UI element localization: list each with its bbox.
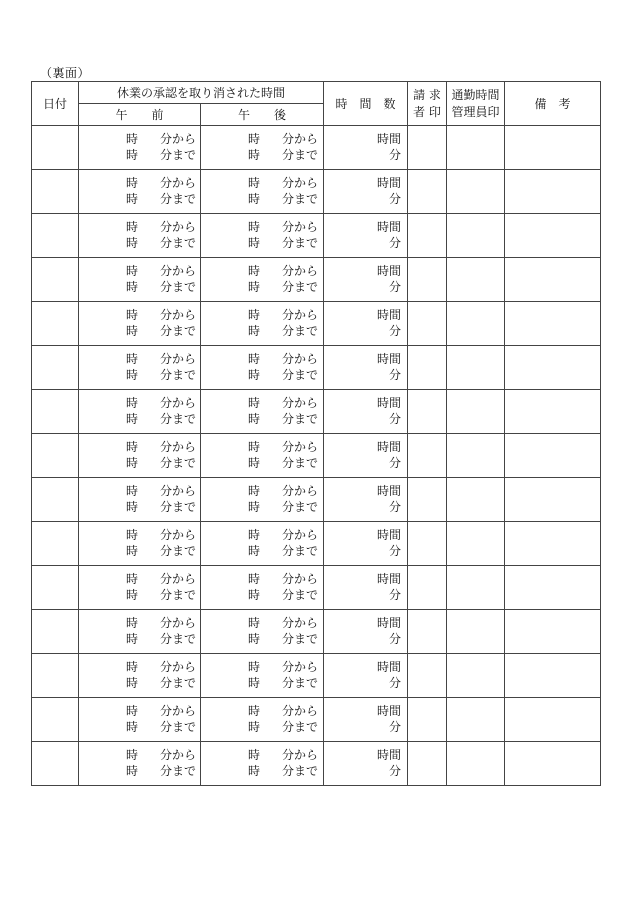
- am-to-minute-label: 分まで: [160, 544, 197, 558]
- minutes-unit-label: 分: [389, 588, 402, 602]
- pm-from-hour-label: 時: [248, 660, 261, 674]
- am-from-hour-label: 時: [126, 132, 139, 146]
- manager-seal-cell[interactable]: [447, 258, 505, 302]
- table-row: [32, 390, 601, 434]
- am-from-hour-label: 時: [126, 616, 139, 630]
- pm-from-hour-label: 時: [248, 352, 261, 366]
- hours-cell[interactable]: [324, 346, 408, 390]
- date-cell[interactable]: [32, 566, 79, 610]
- hours-cell[interactable]: [324, 214, 408, 258]
- pm-from-minute-label: 分から: [282, 484, 319, 498]
- minutes-unit-label: 分: [389, 456, 402, 470]
- am-from-minute-label: 分から: [160, 660, 197, 674]
- am-time-cell[interactable]: [79, 566, 201, 610]
- am-time-cell[interactable]: [79, 302, 201, 346]
- requester-seal-cell[interactable]: [408, 742, 447, 786]
- pm-to-minute-label: 分まで: [282, 412, 319, 426]
- pm-from-minute-label: 分から: [282, 132, 319, 146]
- hours-cell[interactable]: [324, 742, 408, 786]
- pm-from-hour-label: 時: [248, 308, 261, 322]
- pm-from-minute-label: 分から: [282, 660, 319, 674]
- am-to-hour-label: 時: [126, 764, 139, 778]
- am-to-minute-label: 分まで: [160, 588, 197, 602]
- am-to-hour-label: 時: [126, 412, 139, 426]
- am-time-cell[interactable]: [79, 346, 201, 390]
- pm-to-minute-label: 分まで: [282, 368, 319, 382]
- requester-seal-cell[interactable]: [408, 170, 447, 214]
- pm-to-hour-label: 時: [248, 412, 261, 426]
- am-to-minute-label: 分まで: [160, 500, 197, 514]
- pm-to-hour-label: 時: [248, 500, 261, 514]
- leave-cancellation-table: [31, 81, 601, 786]
- minutes-unit-label: 分: [389, 764, 402, 778]
- am-from-hour-label: 時: [126, 748, 139, 762]
- pm-to-hour-label: 時: [248, 544, 261, 558]
- pm-to-hour-label: 時: [248, 588, 261, 602]
- hours-unit-label: 時間: [377, 616, 402, 630]
- hours-cell[interactable]: [324, 610, 408, 654]
- manager-seal-cell[interactable]: [447, 302, 505, 346]
- hours-unit-label: 時間: [377, 484, 402, 498]
- am-from-minute-label: 分から: [160, 440, 197, 454]
- am-to-minute-label: 分まで: [160, 192, 197, 206]
- am-to-minute-label: 分まで: [160, 412, 197, 426]
- pm-time-cell[interactable]: [201, 522, 324, 566]
- am-to-minute-label: 分まで: [160, 236, 197, 250]
- remarks-cell[interactable]: [505, 610, 601, 654]
- pm-to-hour-label: 時: [248, 236, 261, 250]
- minutes-unit-label: 分: [389, 720, 402, 734]
- hours-unit-label: 時間: [377, 220, 402, 234]
- am-from-minute-label: 分から: [160, 352, 197, 366]
- requester-seal-cell[interactable]: [408, 434, 447, 478]
- am-from-minute-label: 分から: [160, 396, 197, 410]
- am-from-hour-label: 時: [126, 176, 139, 190]
- pm-from-minute-label: 分から: [282, 264, 319, 278]
- pm-to-minute-label: 分まで: [282, 588, 319, 602]
- pm-to-hour-label: 時: [248, 676, 261, 690]
- manager-seal-cell[interactable]: [447, 434, 505, 478]
- header-requester-seal-line1: 請 求: [413, 87, 441, 102]
- am-to-minute-label: 分まで: [160, 720, 197, 734]
- requester-seal-cell[interactable]: [408, 566, 447, 610]
- am-time-cell[interactable]: [79, 478, 201, 522]
- am-from-minute-label: 分から: [160, 308, 197, 322]
- am-time-cell[interactable]: [79, 610, 201, 654]
- am-to-minute-label: 分まで: [160, 632, 197, 646]
- am-from-minute-label: 分から: [160, 132, 197, 146]
- remarks-cell[interactable]: [505, 346, 601, 390]
- table-body: [32, 126, 601, 786]
- pm-from-minute-label: 分から: [282, 440, 319, 454]
- pm-from-minute-label: 分から: [282, 748, 319, 762]
- pm-to-minute-label: 分まで: [282, 236, 319, 250]
- header-leave-cancelled: 休業の承認を取り消された時間: [79, 82, 324, 104]
- remarks-cell[interactable]: [505, 522, 601, 566]
- table-row: [32, 610, 601, 654]
- pm-to-hour-label: 時: [248, 324, 261, 338]
- minutes-unit-label: 分: [389, 148, 402, 162]
- pm-from-minute-label: 分から: [282, 572, 319, 586]
- am-to-hour-label: 時: [126, 632, 139, 646]
- manager-seal-cell[interactable]: [447, 654, 505, 698]
- am-to-hour-label: 時: [126, 456, 139, 470]
- am-to-hour-label: 時: [126, 588, 139, 602]
- date-cell[interactable]: [32, 390, 79, 434]
- am-from-hour-label: 時: [126, 220, 139, 234]
- remarks-cell[interactable]: [505, 302, 601, 346]
- hours-unit-label: 時間: [377, 572, 402, 586]
- am-to-hour-label: 時: [126, 500, 139, 514]
- hours-unit-label: 時間: [377, 352, 402, 366]
- date-cell[interactable]: [32, 742, 79, 786]
- date-cell[interactable]: [32, 302, 79, 346]
- am-time-cell[interactable]: [79, 654, 201, 698]
- requester-seal-cell[interactable]: [408, 610, 447, 654]
- manager-seal-cell[interactable]: [447, 170, 505, 214]
- am-from-minute-label: 分から: [160, 748, 197, 762]
- minutes-unit-label: 分: [389, 412, 402, 426]
- table-row: [32, 346, 601, 390]
- hours-cell[interactable]: [324, 434, 408, 478]
- am-from-minute-label: 分から: [160, 484, 197, 498]
- date-cell[interactable]: [32, 522, 79, 566]
- hours-cell[interactable]: [324, 654, 408, 698]
- hours-cell[interactable]: [324, 522, 408, 566]
- am-from-minute-label: 分から: [160, 704, 197, 718]
- minutes-unit-label: 分: [389, 280, 402, 294]
- manager-seal-cell[interactable]: [447, 346, 505, 390]
- am-to-hour-label: 時: [126, 544, 139, 558]
- pm-from-minute-label: 分から: [282, 308, 319, 322]
- date-cell[interactable]: [32, 170, 79, 214]
- manager-seal-cell[interactable]: [447, 698, 505, 742]
- pm-from-hour-label: 時: [248, 528, 261, 542]
- pm-time-cell[interactable]: [201, 654, 324, 698]
- pm-to-hour-label: 時: [248, 764, 261, 778]
- header-am: 午 前: [79, 104, 201, 126]
- am-from-minute-label: 分から: [160, 528, 197, 542]
- pm-time-cell[interactable]: [201, 258, 324, 302]
- pm-from-hour-label: 時: [248, 176, 261, 190]
- am-from-hour-label: 時: [126, 264, 139, 278]
- remarks-cell[interactable]: [505, 258, 601, 302]
- pm-from-minute-label: 分から: [282, 704, 319, 718]
- pm-from-hour-label: 時: [248, 396, 261, 410]
- am-to-minute-label: 分まで: [160, 764, 197, 778]
- remarks-cell[interactable]: [505, 566, 601, 610]
- hours-cell[interactable]: [324, 478, 408, 522]
- remarks-cell[interactable]: [505, 742, 601, 786]
- remarks-cell[interactable]: [505, 390, 601, 434]
- pm-to-hour-label: 時: [248, 632, 261, 646]
- pm-from-minute-label: 分から: [282, 220, 319, 234]
- am-time-cell[interactable]: [79, 698, 201, 742]
- remarks-cell[interactable]: [505, 478, 601, 522]
- am-to-hour-label: 時: [126, 676, 139, 690]
- pm-from-hour-label: 時: [248, 484, 261, 498]
- am-to-minute-label: 分まで: [160, 368, 197, 382]
- requester-seal-cell[interactable]: [408, 654, 447, 698]
- am-from-hour-label: 時: [126, 352, 139, 366]
- requester-seal-cell[interactable]: [408, 126, 447, 170]
- hours-cell[interactable]: [324, 126, 408, 170]
- pm-time-cell[interactable]: [201, 610, 324, 654]
- am-to-minute-label: 分まで: [160, 324, 197, 338]
- table-row: [32, 434, 601, 478]
- minutes-unit-label: 分: [389, 676, 402, 690]
- pm-to-minute-label: 分まで: [282, 192, 319, 206]
- pm-to-minute-label: 分まで: [282, 764, 319, 778]
- header-manager-seal-line2: 管理員印: [451, 104, 500, 119]
- am-time-cell[interactable]: [79, 522, 201, 566]
- hours-cell[interactable]: [324, 390, 408, 434]
- am-from-hour-label: 時: [126, 660, 139, 674]
- hours-unit-label: 時間: [377, 396, 402, 410]
- pm-to-minute-label: 分まで: [282, 324, 319, 338]
- pm-time-cell[interactable]: [201, 478, 324, 522]
- am-time-cell[interactable]: [79, 434, 201, 478]
- hours-unit-label: 時間: [377, 440, 402, 454]
- remarks-cell[interactable]: [505, 170, 601, 214]
- manager-seal-cell[interactable]: [447, 478, 505, 522]
- table-row: [32, 302, 601, 346]
- minutes-unit-label: 分: [389, 324, 402, 338]
- am-to-minute-label: 分まで: [160, 456, 197, 470]
- manager-seal-cell[interactable]: [447, 390, 505, 434]
- am-time-cell[interactable]: [79, 170, 201, 214]
- remarks-cell[interactable]: [505, 434, 601, 478]
- pm-time-cell[interactable]: [201, 390, 324, 434]
- requester-seal-cell[interactable]: [408, 258, 447, 302]
- requester-seal-cell[interactable]: [408, 522, 447, 566]
- pm-to-minute-label: 分まで: [282, 676, 319, 690]
- pm-to-minute-label: 分まで: [282, 500, 319, 514]
- pm-time-cell[interactable]: [201, 302, 324, 346]
- date-cell[interactable]: [32, 478, 79, 522]
- minutes-unit-label: 分: [389, 632, 402, 646]
- table-row: [32, 654, 601, 698]
- pm-to-minute-label: 分まで: [282, 280, 319, 294]
- header-requester-seal-line2: 者 印: [413, 104, 441, 119]
- pm-time-cell[interactable]: [201, 214, 324, 258]
- hours-cell[interactable]: [324, 302, 408, 346]
- pm-to-minute-label: 分まで: [282, 456, 319, 470]
- am-from-hour-label: 時: [126, 572, 139, 586]
- minutes-unit-label: 分: [389, 368, 402, 382]
- am-from-hour-label: 時: [126, 528, 139, 542]
- date-cell[interactable]: [32, 654, 79, 698]
- manager-seal-cell[interactable]: [447, 566, 505, 610]
- am-time-cell[interactable]: [79, 390, 201, 434]
- am-to-hour-label: 時: [126, 324, 139, 338]
- manager-seal-cell[interactable]: [447, 214, 505, 258]
- date-cell[interactable]: [32, 126, 79, 170]
- am-to-hour-label: 時: [126, 720, 139, 734]
- header-manager-seal-line1: 通勤時間: [451, 87, 500, 102]
- manager-seal-cell[interactable]: [447, 522, 505, 566]
- date-cell[interactable]: [32, 698, 79, 742]
- remarks-cell[interactable]: [505, 214, 601, 258]
- date-cell[interactable]: [32, 214, 79, 258]
- table-row: [32, 698, 601, 742]
- pm-to-hour-label: 時: [248, 456, 261, 470]
- requester-seal-cell[interactable]: [408, 390, 447, 434]
- pm-to-hour-label: 時: [248, 368, 261, 382]
- am-from-hour-label: 時: [126, 704, 139, 718]
- header-remarks: 備 考: [505, 82, 601, 126]
- hours-unit-label: 時間: [377, 748, 402, 762]
- pm-time-cell[interactable]: [201, 434, 324, 478]
- header-requester-seal: [408, 82, 447, 126]
- table-row: [32, 566, 601, 610]
- pm-time-cell[interactable]: [201, 170, 324, 214]
- am-time-cell[interactable]: [79, 258, 201, 302]
- manager-seal-cell[interactable]: [447, 126, 505, 170]
- pm-time-cell[interactable]: [201, 742, 324, 786]
- hours-unit-label: 時間: [377, 308, 402, 322]
- am-from-minute-label: 分から: [160, 220, 197, 234]
- header-date: 日付: [32, 82, 79, 126]
- pm-to-hour-label: 時: [248, 192, 261, 206]
- header-pm: 午 後: [201, 104, 324, 126]
- pm-from-hour-label: 時: [248, 264, 261, 278]
- am-from-hour-label: 時: [126, 484, 139, 498]
- am-from-hour-label: 時: [126, 308, 139, 322]
- pm-from-hour-label: 時: [248, 572, 261, 586]
- pm-to-hour-label: 時: [248, 720, 261, 734]
- hours-cell[interactable]: [324, 170, 408, 214]
- pm-from-hour-label: 時: [248, 440, 261, 454]
- requester-seal-cell[interactable]: [408, 302, 447, 346]
- remarks-cell[interactable]: [505, 654, 601, 698]
- pm-to-minute-label: 分まで: [282, 544, 319, 558]
- date-cell[interactable]: [32, 434, 79, 478]
- hours-unit-label: 時間: [377, 176, 402, 190]
- manager-seal-cell[interactable]: [447, 742, 505, 786]
- table-row: [32, 170, 601, 214]
- hours-unit-label: 時間: [377, 264, 402, 278]
- date-cell[interactable]: [32, 258, 79, 302]
- pm-to-hour-label: 時: [248, 148, 261, 162]
- table-row: [32, 126, 601, 170]
- minutes-unit-label: 分: [389, 544, 402, 558]
- pm-to-hour-label: 時: [248, 280, 261, 294]
- am-to-minute-label: 分まで: [160, 148, 197, 162]
- hours-unit-label: 時間: [377, 704, 402, 718]
- am-from-hour-label: 時: [126, 396, 139, 410]
- pm-from-hour-label: 時: [248, 616, 261, 630]
- am-time-cell[interactable]: [79, 214, 201, 258]
- date-cell[interactable]: [32, 610, 79, 654]
- table-row: [32, 742, 601, 786]
- pm-from-minute-label: 分から: [282, 528, 319, 542]
- am-to-hour-label: 時: [126, 280, 139, 294]
- minutes-unit-label: 分: [389, 192, 402, 206]
- am-to-hour-label: 時: [126, 368, 139, 382]
- pm-to-minute-label: 分まで: [282, 720, 319, 734]
- pm-to-minute-label: 分まで: [282, 632, 319, 646]
- am-from-hour-label: 時: [126, 440, 139, 454]
- pm-from-minute-label: 分から: [282, 352, 319, 366]
- am-to-hour-label: 時: [126, 192, 139, 206]
- pm-from-hour-label: 時: [248, 704, 261, 718]
- requester-seal-cell[interactable]: [408, 346, 447, 390]
- pm-from-hour-label: 時: [248, 132, 261, 146]
- page-side-label: （裏面）: [40, 66, 91, 80]
- requester-seal-cell[interactable]: [408, 214, 447, 258]
- pm-from-minute-label: 分から: [282, 396, 319, 410]
- hours-cell[interactable]: [324, 698, 408, 742]
- am-to-hour-label: 時: [126, 236, 139, 250]
- am-time-cell[interactable]: [79, 126, 201, 170]
- pm-time-cell[interactable]: [201, 698, 324, 742]
- pm-time-cell[interactable]: [201, 126, 324, 170]
- am-from-minute-label: 分から: [160, 176, 197, 190]
- pm-from-minute-label: 分から: [282, 616, 319, 630]
- header-hours: 時 間 数: [324, 82, 408, 126]
- pm-from-minute-label: 分から: [282, 176, 319, 190]
- hours-unit-label: 時間: [377, 660, 402, 674]
- hours-cell[interactable]: [324, 258, 408, 302]
- table-row: [32, 214, 601, 258]
- minutes-unit-label: 分: [389, 236, 402, 250]
- header-manager-seal: [447, 82, 505, 126]
- requester-seal-cell[interactable]: [408, 698, 447, 742]
- hours-unit-label: 時間: [377, 528, 402, 542]
- remarks-cell[interactable]: [505, 698, 601, 742]
- am-from-minute-label: 分から: [160, 264, 197, 278]
- pm-time-cell[interactable]: [201, 346, 324, 390]
- minutes-unit-label: 分: [389, 500, 402, 514]
- date-cell[interactable]: [32, 346, 79, 390]
- am-from-minute-label: 分から: [160, 572, 197, 586]
- table-row: [32, 478, 601, 522]
- hours-cell[interactable]: [324, 566, 408, 610]
- am-from-minute-label: 分から: [160, 616, 197, 630]
- pm-to-minute-label: 分まで: [282, 148, 319, 162]
- am-to-hour-label: 時: [126, 148, 139, 162]
- pm-from-hour-label: 時: [248, 220, 261, 234]
- remarks-cell[interactable]: [505, 126, 601, 170]
- am-to-minute-label: 分まで: [160, 280, 197, 294]
- table-row: [32, 522, 601, 566]
- pm-time-cell[interactable]: [201, 566, 324, 610]
- table-row: [32, 258, 601, 302]
- requester-seal-cell[interactable]: [408, 478, 447, 522]
- am-time-cell[interactable]: [79, 742, 201, 786]
- pm-from-hour-label: 時: [248, 748, 261, 762]
- am-to-minute-label: 分まで: [160, 676, 197, 690]
- hours-unit-label: 時間: [377, 132, 402, 146]
- manager-seal-cell[interactable]: [447, 610, 505, 654]
